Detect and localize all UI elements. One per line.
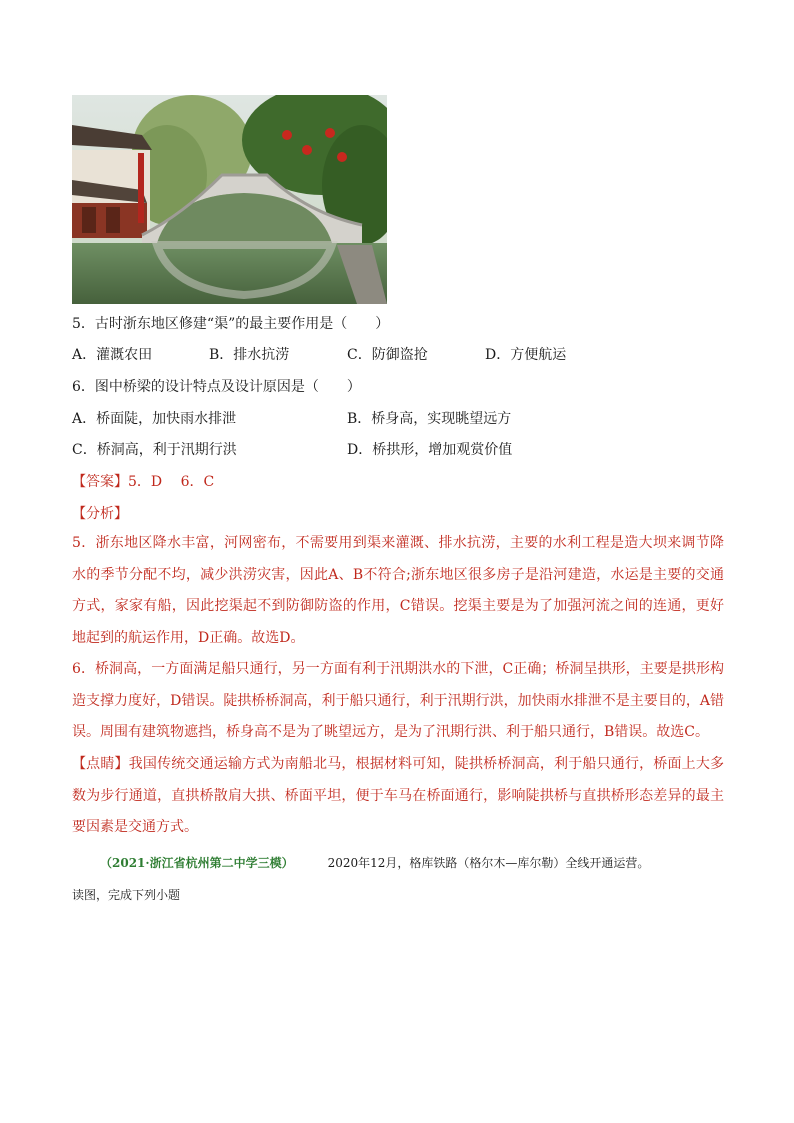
q6-option-a: A．桥面陡，加快雨水排泄 bbox=[72, 411, 237, 427]
note-block bbox=[72, 749, 724, 844]
answer-tag: 【答案】 bbox=[72, 474, 128, 490]
q6-option-b: B．桥身高，实现眺望远方 bbox=[347, 411, 512, 427]
analysis-tag: 【分析】 bbox=[72, 506, 128, 522]
q5-option-d: D．方便航运 bbox=[485, 347, 567, 363]
instruction-text: 读图，完成下列小题 bbox=[72, 888, 181, 902]
q5-option-b: B．排水抗涝 bbox=[209, 347, 290, 363]
q6-option-d: D．桥拱形，增加观赏价值 bbox=[347, 442, 513, 458]
bridge-photo bbox=[72, 95, 387, 304]
arch-bridge-image bbox=[72, 95, 387, 304]
q5-option-a: A．灌溉农田 bbox=[72, 347, 153, 363]
q6-stem: 6．图中桥梁的设计特点及设计原因是（ ） bbox=[72, 379, 361, 395]
intro-text: 2020年12月，格库铁路（格尔木—库尔勒）全线开通运营。 bbox=[327, 856, 650, 870]
analysis-q5: 5．浙东地区降水丰富，河网密布，不需要用到渠来灌溉、排水抗涝，主要的水利工程是造大坝来调节降水的季节分配不均，减少洪涝灾害，因此A、B不符合;浙东地区很多房子是沿河建造，水运是主要的交通方式，家家有船，因此挖渠起不到防御防盗的作用，C错误。挖渠主要是为了加强河流之间的连通，更好地起到的航运作用，D正确。故选D。 bbox=[72, 535, 724, 646]
analysis-q6: 6．桥洞高，一方面满足船只通行，另一方面有利于汛期洪水的下泄，C正确；桥洞呈拱形，主要是拱形构造支撑力度好，D错误。陡拱桥桥洞高，利于船只通行，利于汛期行洪，加快雨水排泄不是主要目的，A错误。周围有建筑物遮挡，桥身高不是为了眺望远方，是为了汛期行洪、利于船只通行，B错误。故选C。 bbox=[72, 661, 724, 740]
note-tag: 【点睛】 bbox=[72, 756, 129, 772]
note-text: 我国传统交通运输方式为南船北马，根据材料可知，陡拱桥桥洞高，利于船只通行，桥面上大多数为步行通道，直拱桥散肩大拱、桥面平坦，便于车马在桥面通行，影响陡拱桥与直拱桥形态差异的最主要因素是交通方式。 bbox=[72, 756, 725, 835]
answer-line bbox=[72, 472, 214, 492]
next-question-intro bbox=[100, 853, 649, 873]
q5-stem: 5．古时浙东地区修建“渠”的最主要作用是（ ） bbox=[72, 316, 390, 332]
q5-option-c: C．防御盗抢 bbox=[347, 347, 428, 363]
q6-option-c: C．桥洞高，利于汛期行洪 bbox=[72, 442, 237, 458]
source-tag: （2021·浙江省杭州第二中学三模） bbox=[100, 856, 294, 870]
answer-text: 5．D 6．C bbox=[128, 474, 215, 490]
